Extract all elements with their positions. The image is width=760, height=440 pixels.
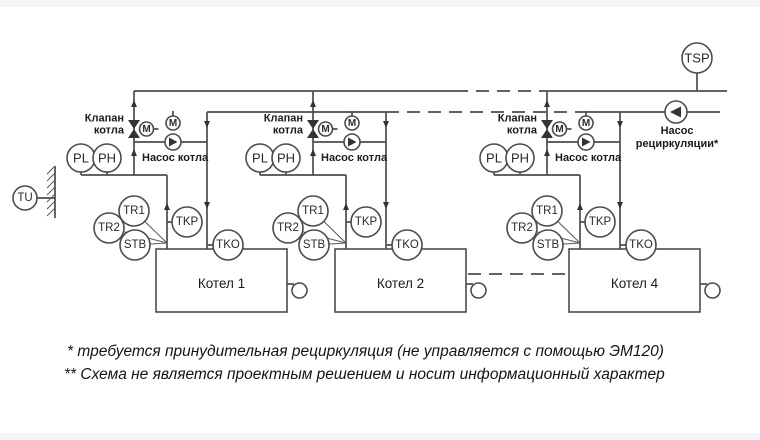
bottom-page-band xyxy=(0,433,760,440)
valve-label-line1: Клапан xyxy=(84,112,124,125)
valve-label-line2: котла xyxy=(506,124,537,137)
svg-text:TR1: TR1 xyxy=(536,205,558,217)
svg-text:M: M xyxy=(168,118,178,129)
svg-text:TKP: TKP xyxy=(588,216,612,228)
valve-icon xyxy=(307,129,319,138)
footnote-1: * требуется принудительная рециркуляция (не управляется с помощью ЭМ120) xyxy=(67,343,664,360)
drain-loop-icon xyxy=(705,283,720,298)
boiler-name: Котел 2 xyxy=(376,276,425,291)
boiler-name: Котел 1 xyxy=(197,276,246,291)
svg-text:PL: PL xyxy=(486,150,502,166)
svg-text:TKO: TKO xyxy=(395,239,419,251)
svg-text:TKP: TKP xyxy=(175,216,199,228)
svg-text:M: M xyxy=(555,124,564,135)
boiler-name: Котел 4 xyxy=(610,276,659,291)
wall-hatching xyxy=(47,166,55,216)
valve-icon xyxy=(541,120,553,129)
recirc-pump-label-line2: рециркуляции* xyxy=(635,138,719,150)
flow-arrow-down xyxy=(617,202,623,209)
svg-text:TKO: TKO xyxy=(216,239,240,251)
footnotes xyxy=(64,343,665,383)
svg-text:M: M xyxy=(347,118,357,129)
flow-arrow-down xyxy=(204,202,210,209)
svg-text:TR1: TR1 xyxy=(302,205,324,217)
pump-label: Насос котла xyxy=(321,152,388,164)
tsp-sensor xyxy=(682,43,712,91)
valve-label-line1: Клапан xyxy=(263,112,303,125)
boiler-pump xyxy=(142,111,209,164)
flow-arrow-up xyxy=(310,149,316,156)
svg-text:TR2: TR2 xyxy=(98,222,120,234)
valve-label-line2: котла xyxy=(93,124,124,137)
flow-arrow-up xyxy=(544,149,550,156)
recirc-pump-label-line1: Насос xyxy=(660,125,694,137)
boiler-valve xyxy=(498,113,572,139)
flow-arrow-down xyxy=(617,121,623,128)
footnote-2: ** Схема не является проектным решением и носит информационный характер xyxy=(64,366,665,383)
valve-label-line1: Клапан xyxy=(497,112,537,125)
flow-arrow-up xyxy=(164,203,170,210)
valve-icon xyxy=(541,129,553,138)
svg-text:M: M xyxy=(321,124,330,135)
svg-text:STB: STB xyxy=(123,239,147,251)
flow-arrow-up xyxy=(577,203,583,210)
svg-text:M: M xyxy=(581,118,591,129)
tu-sensor-label: TU xyxy=(17,192,33,204)
flow-arrow-up xyxy=(131,149,137,156)
svg-text:M: M xyxy=(142,124,151,135)
svg-text:PH: PH xyxy=(276,150,296,166)
svg-text:TR2: TR2 xyxy=(277,222,299,234)
flow-arrow-down xyxy=(383,202,389,209)
drain-loop-icon xyxy=(471,283,486,298)
valve-icon xyxy=(128,120,140,129)
top-page-band xyxy=(0,0,760,7)
tsp-sensor-label: TSP xyxy=(684,50,710,66)
flow-arrow-down xyxy=(383,121,389,128)
boiler-pump xyxy=(321,111,388,164)
boiler-pump xyxy=(555,111,622,164)
recirculation-pump xyxy=(636,101,719,150)
svg-text:TKP: TKP xyxy=(354,216,378,228)
svg-text:TKO: TKO xyxy=(629,239,653,251)
svg-text:STB: STB xyxy=(302,239,326,251)
boiler-valve xyxy=(85,113,159,139)
flow-arrow-down xyxy=(204,121,210,128)
svg-text:PH: PH xyxy=(97,150,117,166)
pump-label: Насос котла xyxy=(142,152,209,164)
svg-text:STB: STB xyxy=(536,239,560,251)
svg-text:PL: PL xyxy=(73,150,89,166)
flow-arrow-up xyxy=(343,203,349,210)
flow-arrow-up xyxy=(131,100,137,107)
valve-icon xyxy=(128,129,140,138)
svg-text:TR2: TR2 xyxy=(511,222,533,234)
svg-text:PL: PL xyxy=(252,150,268,166)
svg-text:TR1: TR1 xyxy=(123,205,145,217)
valve-label-line2: котла xyxy=(272,124,303,137)
tu-outdoor-sensor xyxy=(13,166,55,218)
svg-text:PH: PH xyxy=(510,150,530,166)
boiler-valve xyxy=(264,113,338,139)
valve-icon xyxy=(307,120,319,129)
flow-arrow-up xyxy=(544,100,550,107)
drain-loop-icon xyxy=(292,283,307,298)
flow-arrow-up xyxy=(310,100,316,107)
pump-label: Насос котла xyxy=(555,152,622,164)
